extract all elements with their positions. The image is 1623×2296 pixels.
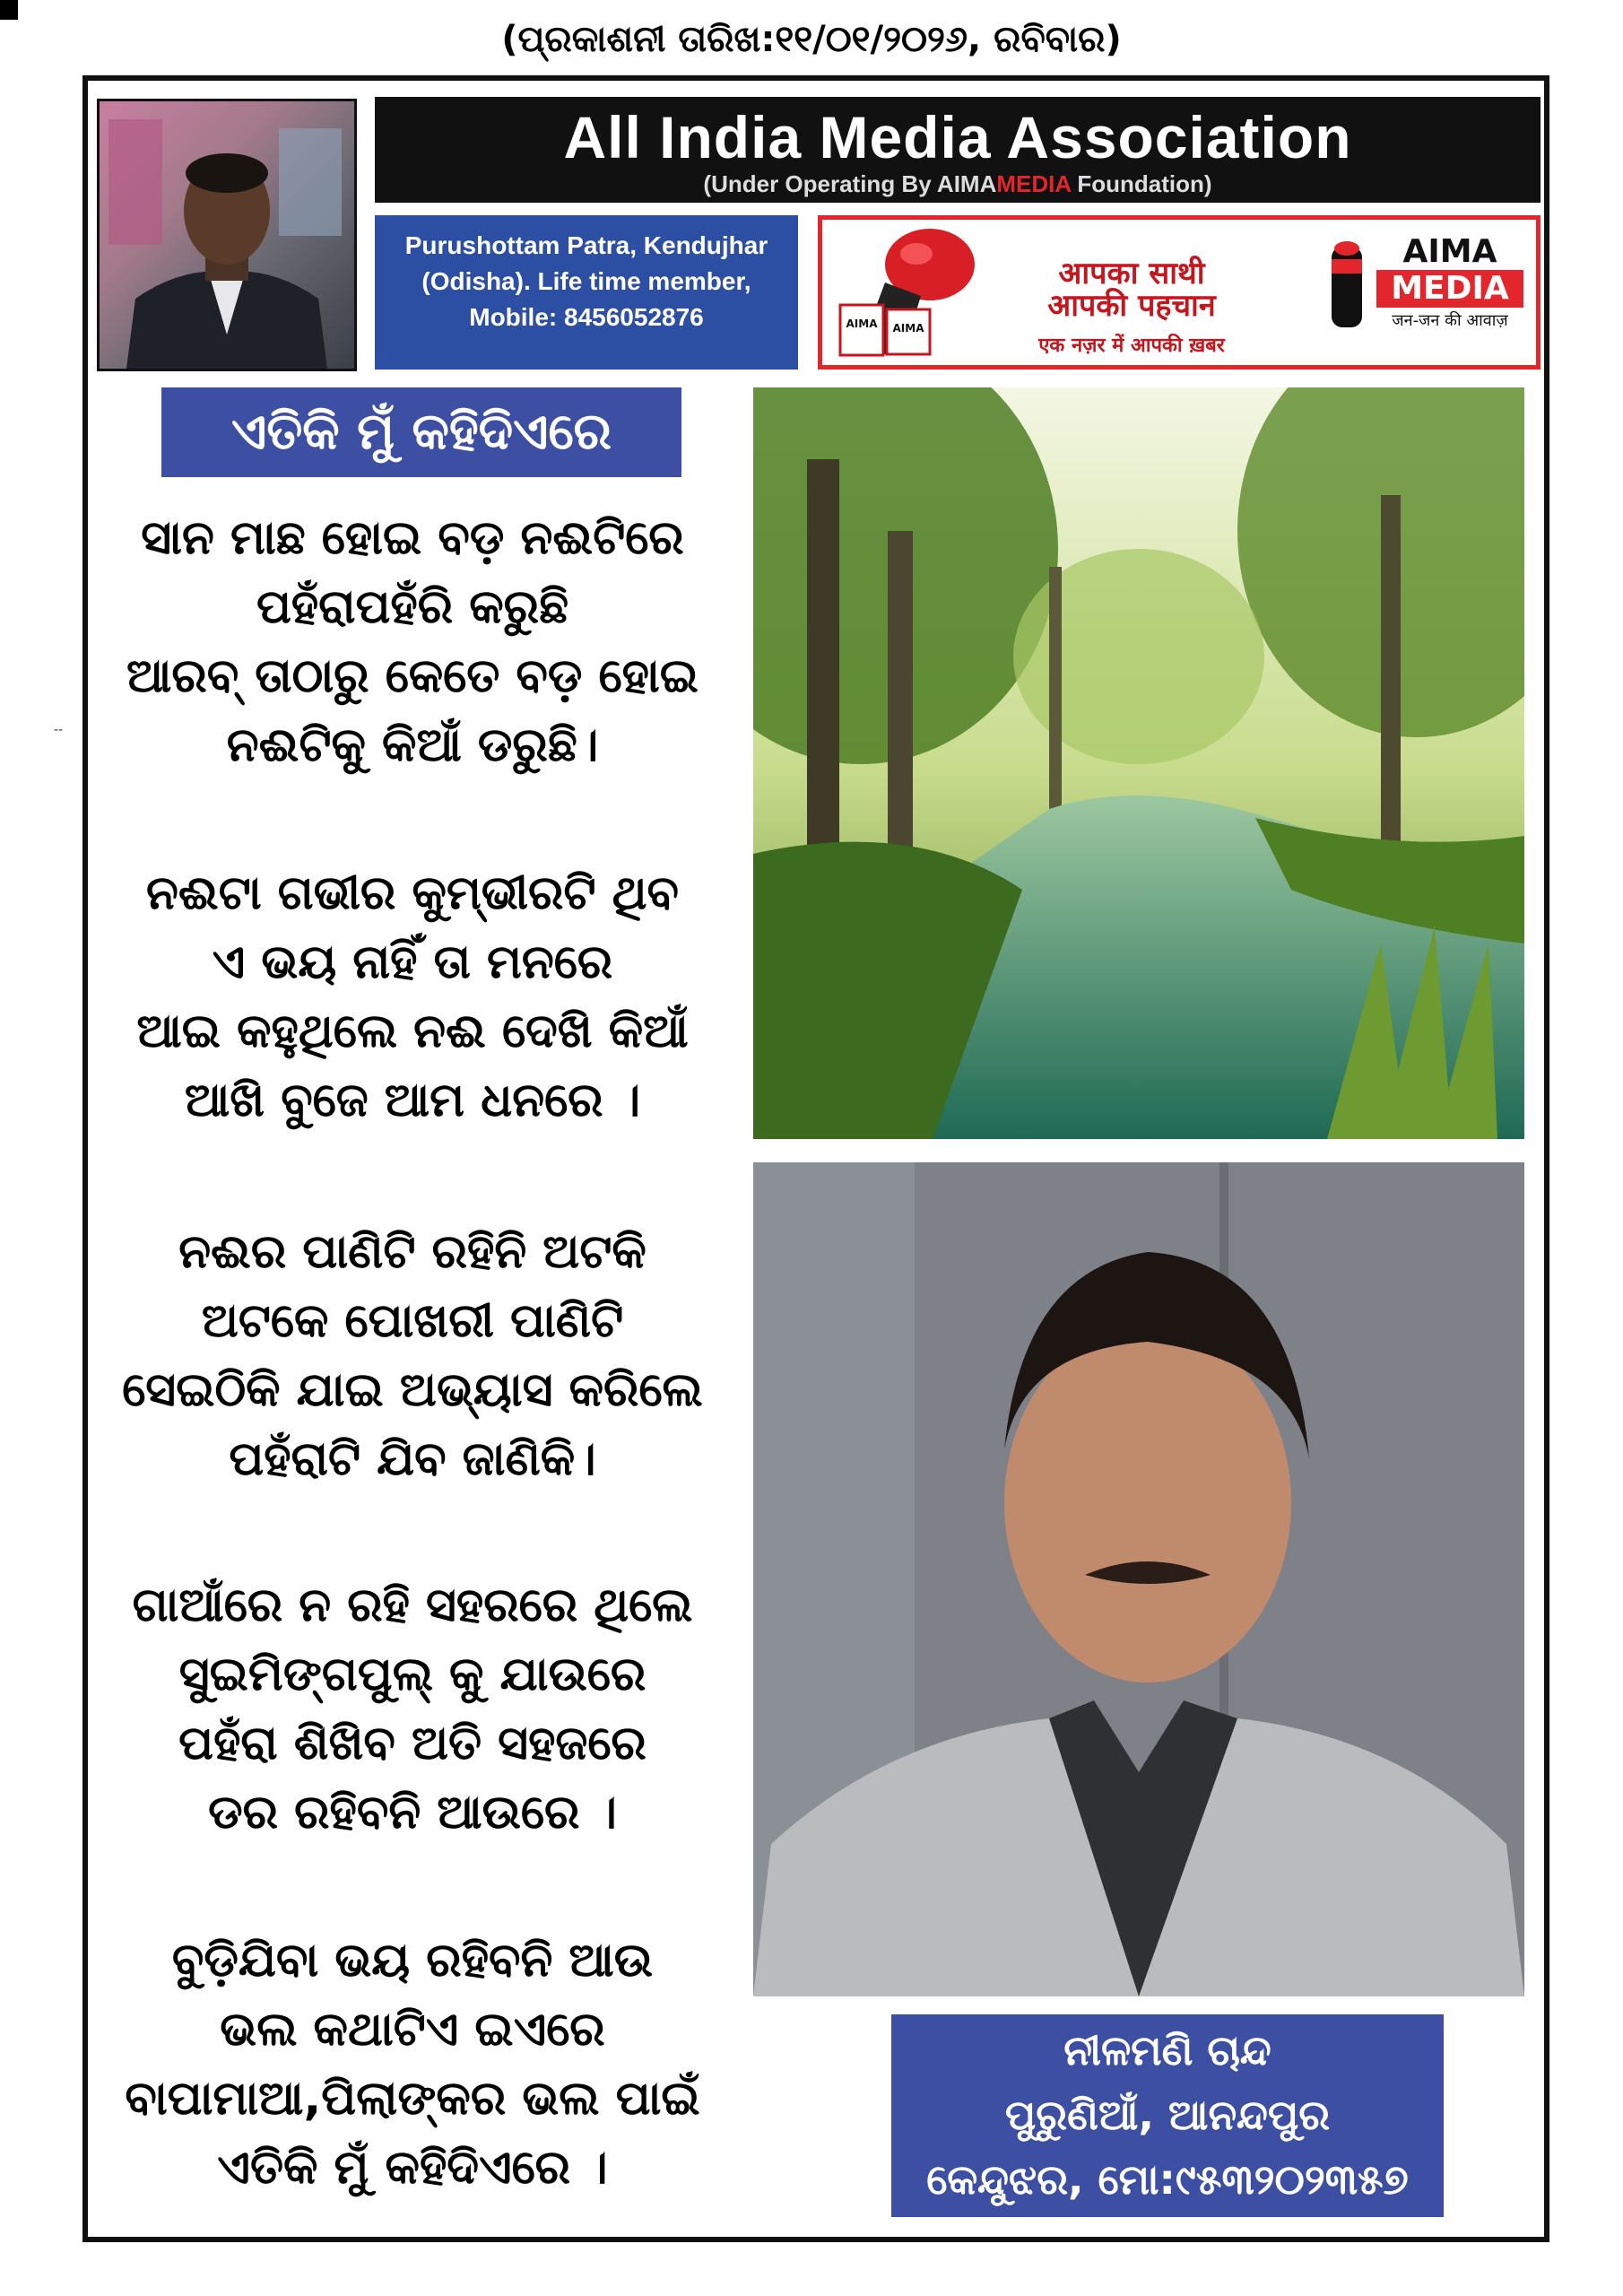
poem-line: ବୁଡ଼ିଯିବା ଭୟ ରହିବନି ଆଉ xyxy=(171,1934,654,1987)
member-photo xyxy=(97,99,357,371)
poem-line: ଆଇ କହୁଥିଲେ ନଈ ଦେଖି କିଆଁ xyxy=(136,1004,689,1058)
poem-stanza xyxy=(99,859,726,1135)
poet-info-box xyxy=(891,2014,1444,2217)
banner-subtitle xyxy=(375,170,1541,197)
poem-line: ପହଁରା ଶିଖିବ ଅତି ସହଜରେ xyxy=(178,1717,647,1770)
aima-media-logo xyxy=(1324,234,1523,356)
aima-mic-logo-icon xyxy=(1324,238,1369,345)
banner-title: All India Media Association xyxy=(563,104,1352,170)
banner-subtitle-suffix: Foundation) xyxy=(1071,170,1212,197)
poem-stanza xyxy=(99,1926,726,2203)
microphone-icon xyxy=(822,220,1002,365)
publish-date: (ପ୍ରକାଶନୀ ତାରିଖ:୧୧/୦୧/୨୦୨୬, ରବିବାର) xyxy=(501,19,1122,60)
aima-logo-line-1: AIMA xyxy=(1402,233,1497,270)
poem-stanza xyxy=(99,1571,726,1848)
poem-line: ସେଇଠିକି ଯାଇ ଅଭ୍ୟାସ କରିଲେ xyxy=(122,1363,703,1417)
poem-line: ସାନ ମାଛ ହୋଇ ବଡ଼ ନଈଟିରେ xyxy=(141,511,684,565)
river-forest-image xyxy=(753,387,1524,1139)
poem-stanza xyxy=(99,1218,726,1494)
ad-tagline-1: आपका साथी xyxy=(1058,256,1205,291)
svg-text:AIMA: AIMA xyxy=(846,317,878,330)
poem-line: ସୁଇମିଙ୍ଗପୁଲ୍ କୁ ଯାଉରେ xyxy=(178,1648,647,1701)
poem-line: ଗାଆଁରେ ନ ରହି ସହରରେ ଥିଲେ xyxy=(132,1578,693,1632)
poem-line: ପହଁରାଟି ଯିବ ଜାଣିକି। xyxy=(229,1432,596,1486)
poem-line: ଆରବ୍ ତାଠାରୁ କେତେ ବଡ଼ ହୋଇ xyxy=(126,649,699,703)
poem-line: ନଈଟା ଗଭୀର କୁମ୍ଭୀରଟି ଥିବ xyxy=(146,866,679,920)
aima-media-ad xyxy=(818,215,1541,370)
poem-line: ପହଁରାପହଁରି କରୁଛି xyxy=(256,580,569,634)
banner-subtitle-accent: MEDIA xyxy=(996,170,1072,197)
poet-photo xyxy=(753,1162,1524,1996)
banner-subtitle-prefix: (Under Operating By AIMA xyxy=(703,170,997,197)
poem-line: ନଈର ପାଣିଟି ରହିନି ଅଟକି xyxy=(178,1225,647,1279)
aima-logo-line-2: MEDIA xyxy=(1376,270,1523,308)
ad-tagline xyxy=(1002,257,1262,322)
member-info-box xyxy=(375,215,798,370)
svg-text:AIMA: AIMA xyxy=(892,322,924,335)
member-line: Purushottam Patra, Kendujhar xyxy=(404,231,768,259)
poet-address: ପୁରୁଣିଆଁ, ଆନନ୍ଦପୁର xyxy=(1004,2091,1331,2139)
poem-line: ଆଖି ବୁଜେ ଆମ ଧନରେ । xyxy=(184,1074,641,1127)
poem-line: ଡର ରହିବନି ଆଉରେ । xyxy=(208,1786,617,1839)
river-scene-illustration xyxy=(753,387,1524,1139)
poem-line: ଏ ଭୟ ନାହିଁ ତା ମନରେ xyxy=(212,935,613,989)
poet-name: ନୀଳମଣି ଚାନ୍ଦ xyxy=(1063,2026,1271,2074)
member-line: Mobile: 8456052876 xyxy=(469,303,704,331)
poem-title: ଏତିକି ମୁଁ କହିଦିଏରେ xyxy=(161,387,681,477)
poem-line: ଅଟକେ ପୋଖରୀ ପାଣିଟି xyxy=(201,1294,624,1348)
poem-line: ନଈଟିକୁ କିଆଁ ଡରୁଛି। xyxy=(226,718,599,772)
member-line: (Odisha). Life time member, xyxy=(421,267,751,295)
ad-tagline-2: आपकी पहचान xyxy=(1047,288,1216,324)
association-banner xyxy=(375,97,1541,203)
poem-line: ବାପାମାଆ,ପିଲାଙ୍କର ଭଲ ପାଇଁ xyxy=(125,2072,700,2126)
poet-portrait-image xyxy=(753,1162,1524,1996)
stray-mark: -- xyxy=(54,723,64,737)
member-portrait-image xyxy=(100,101,354,369)
ad-tagline-3: एक नज़र में आपकी ख़बर xyxy=(1038,335,1225,357)
poet-contact: କେନ୍ଦୁଝର, ମୋ:୯୫୩୨୦୨୩୫୭ xyxy=(926,2155,1409,2204)
poem-line: ଏତିକି ମୁଁ କହିଦିଏରେ । xyxy=(217,2141,608,2195)
poem-line: ଭଲ କଥାଟିଏ ଇଏରେ xyxy=(220,2003,605,2057)
aima-logo-line-3: जन-जन की आवाज़ xyxy=(1392,311,1508,330)
poem-stanza xyxy=(99,504,726,780)
